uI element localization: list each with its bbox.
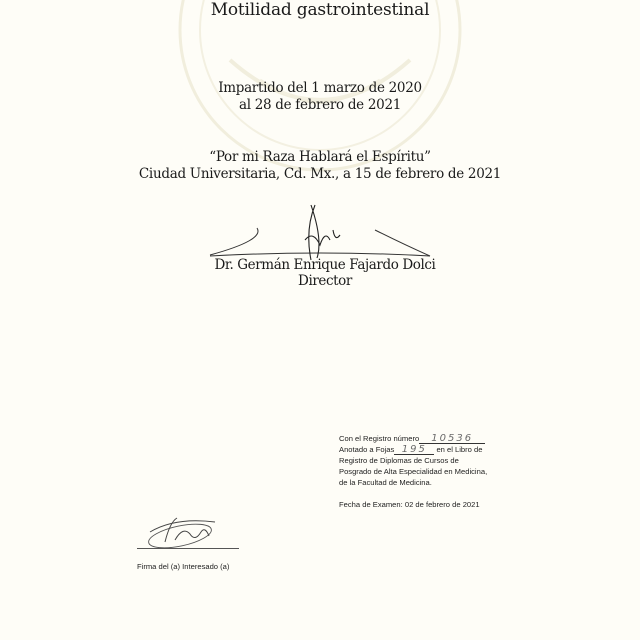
director-name: Dr. Germán Enrique Fajardo Dolci xyxy=(214,257,436,273)
registry-number: 10536 xyxy=(419,434,485,444)
interested-signature-label: Firma del (a) Interesado (a) xyxy=(137,562,230,571)
university-motto: “Por mi Raza Hablará el Espíritu” xyxy=(209,149,431,165)
registry-block xyxy=(339,433,539,488)
registry-line-5: de la Facultad de Medicina. xyxy=(339,478,432,487)
period-end: al 28 de febrero de 2021 xyxy=(238,97,402,113)
registry-line-4: Posgrado de Alta Especialidad en Medicina, xyxy=(339,467,488,476)
fojas-suffix: en el Libro de xyxy=(436,445,483,454)
director-block xyxy=(5,257,640,289)
director-title: Director xyxy=(298,273,352,289)
fojas-prefix: Anotado a Fojas xyxy=(339,445,395,454)
interested-signature-icon xyxy=(135,512,230,552)
director-signature-icon xyxy=(205,200,435,265)
registry-line-3: Registro de Diplomas de Cursos de xyxy=(339,456,459,465)
registry-prefix: Con el Registro número xyxy=(339,434,420,443)
fojas-number: 195 xyxy=(394,445,434,455)
registry-line-2 xyxy=(339,444,539,455)
motto-block xyxy=(0,149,640,183)
course-period xyxy=(0,80,640,114)
period-start: Impartido del 1 marzo de 2020 xyxy=(218,80,422,96)
interested-signature-line xyxy=(137,548,239,549)
course-title: Motilidad gastrointestinal xyxy=(210,0,430,20)
registry-line-1 xyxy=(339,433,539,444)
exam-date: Fecha de Examen: 02 de febrero de 2021 xyxy=(339,500,480,509)
place-and-date: Ciudad Universitaria, Cd. Mx., a 15 de febrero de 2021 xyxy=(138,166,502,182)
